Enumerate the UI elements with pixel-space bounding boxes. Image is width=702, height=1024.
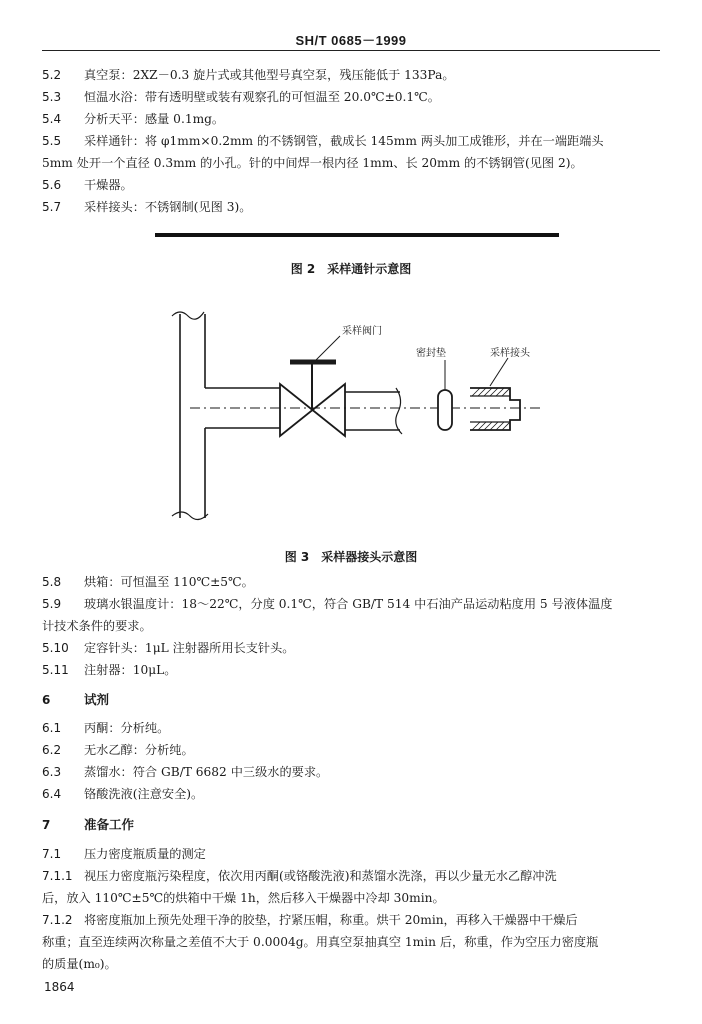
connector-leader (490, 358, 508, 386)
figure-3-caption: 图 3 采样器接头示意图 (284, 550, 418, 564)
clause-text: 无水乙醇：分析纯。 (84, 743, 194, 757)
clause-text: 玻璃水银温度计：18～22℃，分度 0.1℃，符合 GB/T 514 中石油产品运动粘度用 5 号液体温度 (84, 597, 613, 611)
clause-text: 干燥器。 (84, 178, 133, 192)
figure-2-caption: 图 2 采样通针示意图 (290, 262, 412, 276)
clause-5-4 (42, 110, 662, 127)
clause-text: 采样接头：不锈钢制(见图 3)。 (84, 200, 252, 214)
clause-text: 真空泵：2XZ－0.3 旋片式或其他型号真空泵，残压能低于 133Pa。 (84, 68, 455, 82)
valve-label: 采样阀门 (342, 326, 382, 337)
clause-text: 采样通针：将 φ1mm×0.2mm 的不锈钢管，截成长 145mm 两头加工成锥形，并在一端距端头 (84, 134, 604, 148)
connector-body (470, 388, 520, 430)
clause-text: 恒温水浴：带有透明壁或装有观察孔的可恒温至 20.0℃±0.1℃。 (84, 90, 440, 104)
clause-5-5 (42, 132, 662, 149)
clause-text: 的质量(m₀)。 (42, 957, 117, 971)
clause-5-5-continuation (42, 154, 662, 171)
clause-7-1-2-continuation (42, 933, 662, 950)
clause-6-4 (42, 785, 662, 802)
clause-number: 5.2 (42, 68, 62, 82)
clause-5-3 (42, 88, 662, 105)
clause-text: 蒸馏水：符合 GB/T 6682 中三级水的要求。 (84, 765, 329, 779)
clause-text: 定容针头：1μL 注射器所用长支针头。 (84, 641, 295, 655)
connector-hatching (472, 388, 510, 430)
section-number: 7 (42, 818, 51, 832)
clause-text: 注射器：10μL。 (84, 663, 177, 677)
clause-number: 6.3 (42, 765, 62, 779)
section-7-heading (42, 815, 662, 833)
clause-number: 6.1 (42, 721, 62, 735)
clause-5-7 (42, 198, 662, 215)
section-title: 试剂 (84, 692, 110, 707)
gasket-label: 密封垫 (416, 348, 446, 359)
clause-number: 5.8 (42, 575, 62, 589)
figure-2-needle-drawing (155, 233, 559, 237)
clause-text: 烘箱：可恒温至 110℃±5℃。 (84, 575, 254, 589)
clause-number: 5.10 (42, 641, 69, 655)
clause-5-6 (42, 176, 662, 193)
clause-7-1-2-continuation-2 (42, 955, 662, 972)
clause-number: 7.1 (42, 847, 62, 861)
gasket (438, 390, 452, 430)
clause-number: 5.7 (42, 200, 62, 214)
clause-text: 计技术条件的要求。 (42, 619, 152, 633)
clause-number: 5.3 (42, 90, 62, 104)
clause-number: 5.5 (42, 134, 62, 148)
clause-text: 丙酮：分析纯。 (84, 721, 170, 735)
section-title: 准备工作 (84, 817, 135, 832)
clause-6-1 (42, 719, 662, 736)
section-6-heading (42, 690, 662, 708)
clause-5-9 (42, 595, 662, 612)
clause-number: 5.4 (42, 112, 62, 126)
clause-text: 称重；直至连续两次称量之差值不大于 0.0004g。用真空泵抽真空 1min 后，称重，作为空压力密度瓶 (42, 935, 599, 949)
clause-6-2 (42, 741, 662, 758)
clause-7-1-1-continuation (42, 889, 662, 906)
pipe-break-bottom (172, 512, 208, 520)
clause-text: 5mm 处开一个直径 0.3mm 的小孔。针的中间焊一根内径 1mm、长 20mm 的不锈钢管(见图 2)。 (42, 156, 583, 170)
clause-number: 6.2 (42, 743, 62, 757)
valve-leader (316, 336, 340, 360)
clause-5-9-continuation (42, 617, 662, 634)
clause-text: 分析天平：感量 0.1mg。 (84, 112, 225, 126)
clause-text: 铬酸洗液(注意安全)。 (84, 787, 204, 801)
clause-5-8 (42, 573, 662, 590)
clause-5-11 (42, 661, 662, 678)
header-rule (42, 50, 660, 51)
figure-3-diagram (160, 288, 560, 528)
clause-number: 5.6 (42, 178, 62, 192)
clause-5-2 (42, 66, 662, 83)
clause-7-1-2 (42, 911, 662, 928)
clause-number: 7.1.2 (42, 913, 73, 927)
clause-text: 将密度瓶加上预先处理干净的胶垫，拧紧压帽，称重。烘干 20min，再移入干燥器中干燥后 (84, 913, 578, 927)
clause-number: 5.11 (42, 663, 69, 677)
clause-number: 6.4 (42, 787, 62, 801)
clause-text: 压力密度瓶质量的测定 (84, 847, 206, 861)
clause-7-1-1 (42, 867, 662, 884)
clause-number: 5.9 (42, 597, 62, 611)
section-number: 6 (42, 693, 51, 707)
clause-text: 视压力密度瓶污染程度，依次用丙酮(或铬酸洗液)和蒸馏水洗涤，再以少量无水乙醇冲洗 (84, 869, 557, 883)
clause-text: 后，放入 110℃±5℃的烘箱中干燥 1h，然后移入干燥器中冷却 30min。 (42, 891, 445, 905)
pipe-break-top (172, 312, 204, 319)
page-number: 1864 (44, 980, 75, 994)
clause-5-10 (42, 639, 662, 656)
page-header-title: SH/T 0685－1999 (295, 33, 407, 48)
clause-number: 7.1.1 (42, 869, 73, 883)
outlet-pipe-break (396, 388, 402, 434)
clause-6-3 (42, 763, 662, 780)
connector-label: 采样接头 (490, 348, 530, 359)
clause-7-1 (42, 845, 662, 862)
